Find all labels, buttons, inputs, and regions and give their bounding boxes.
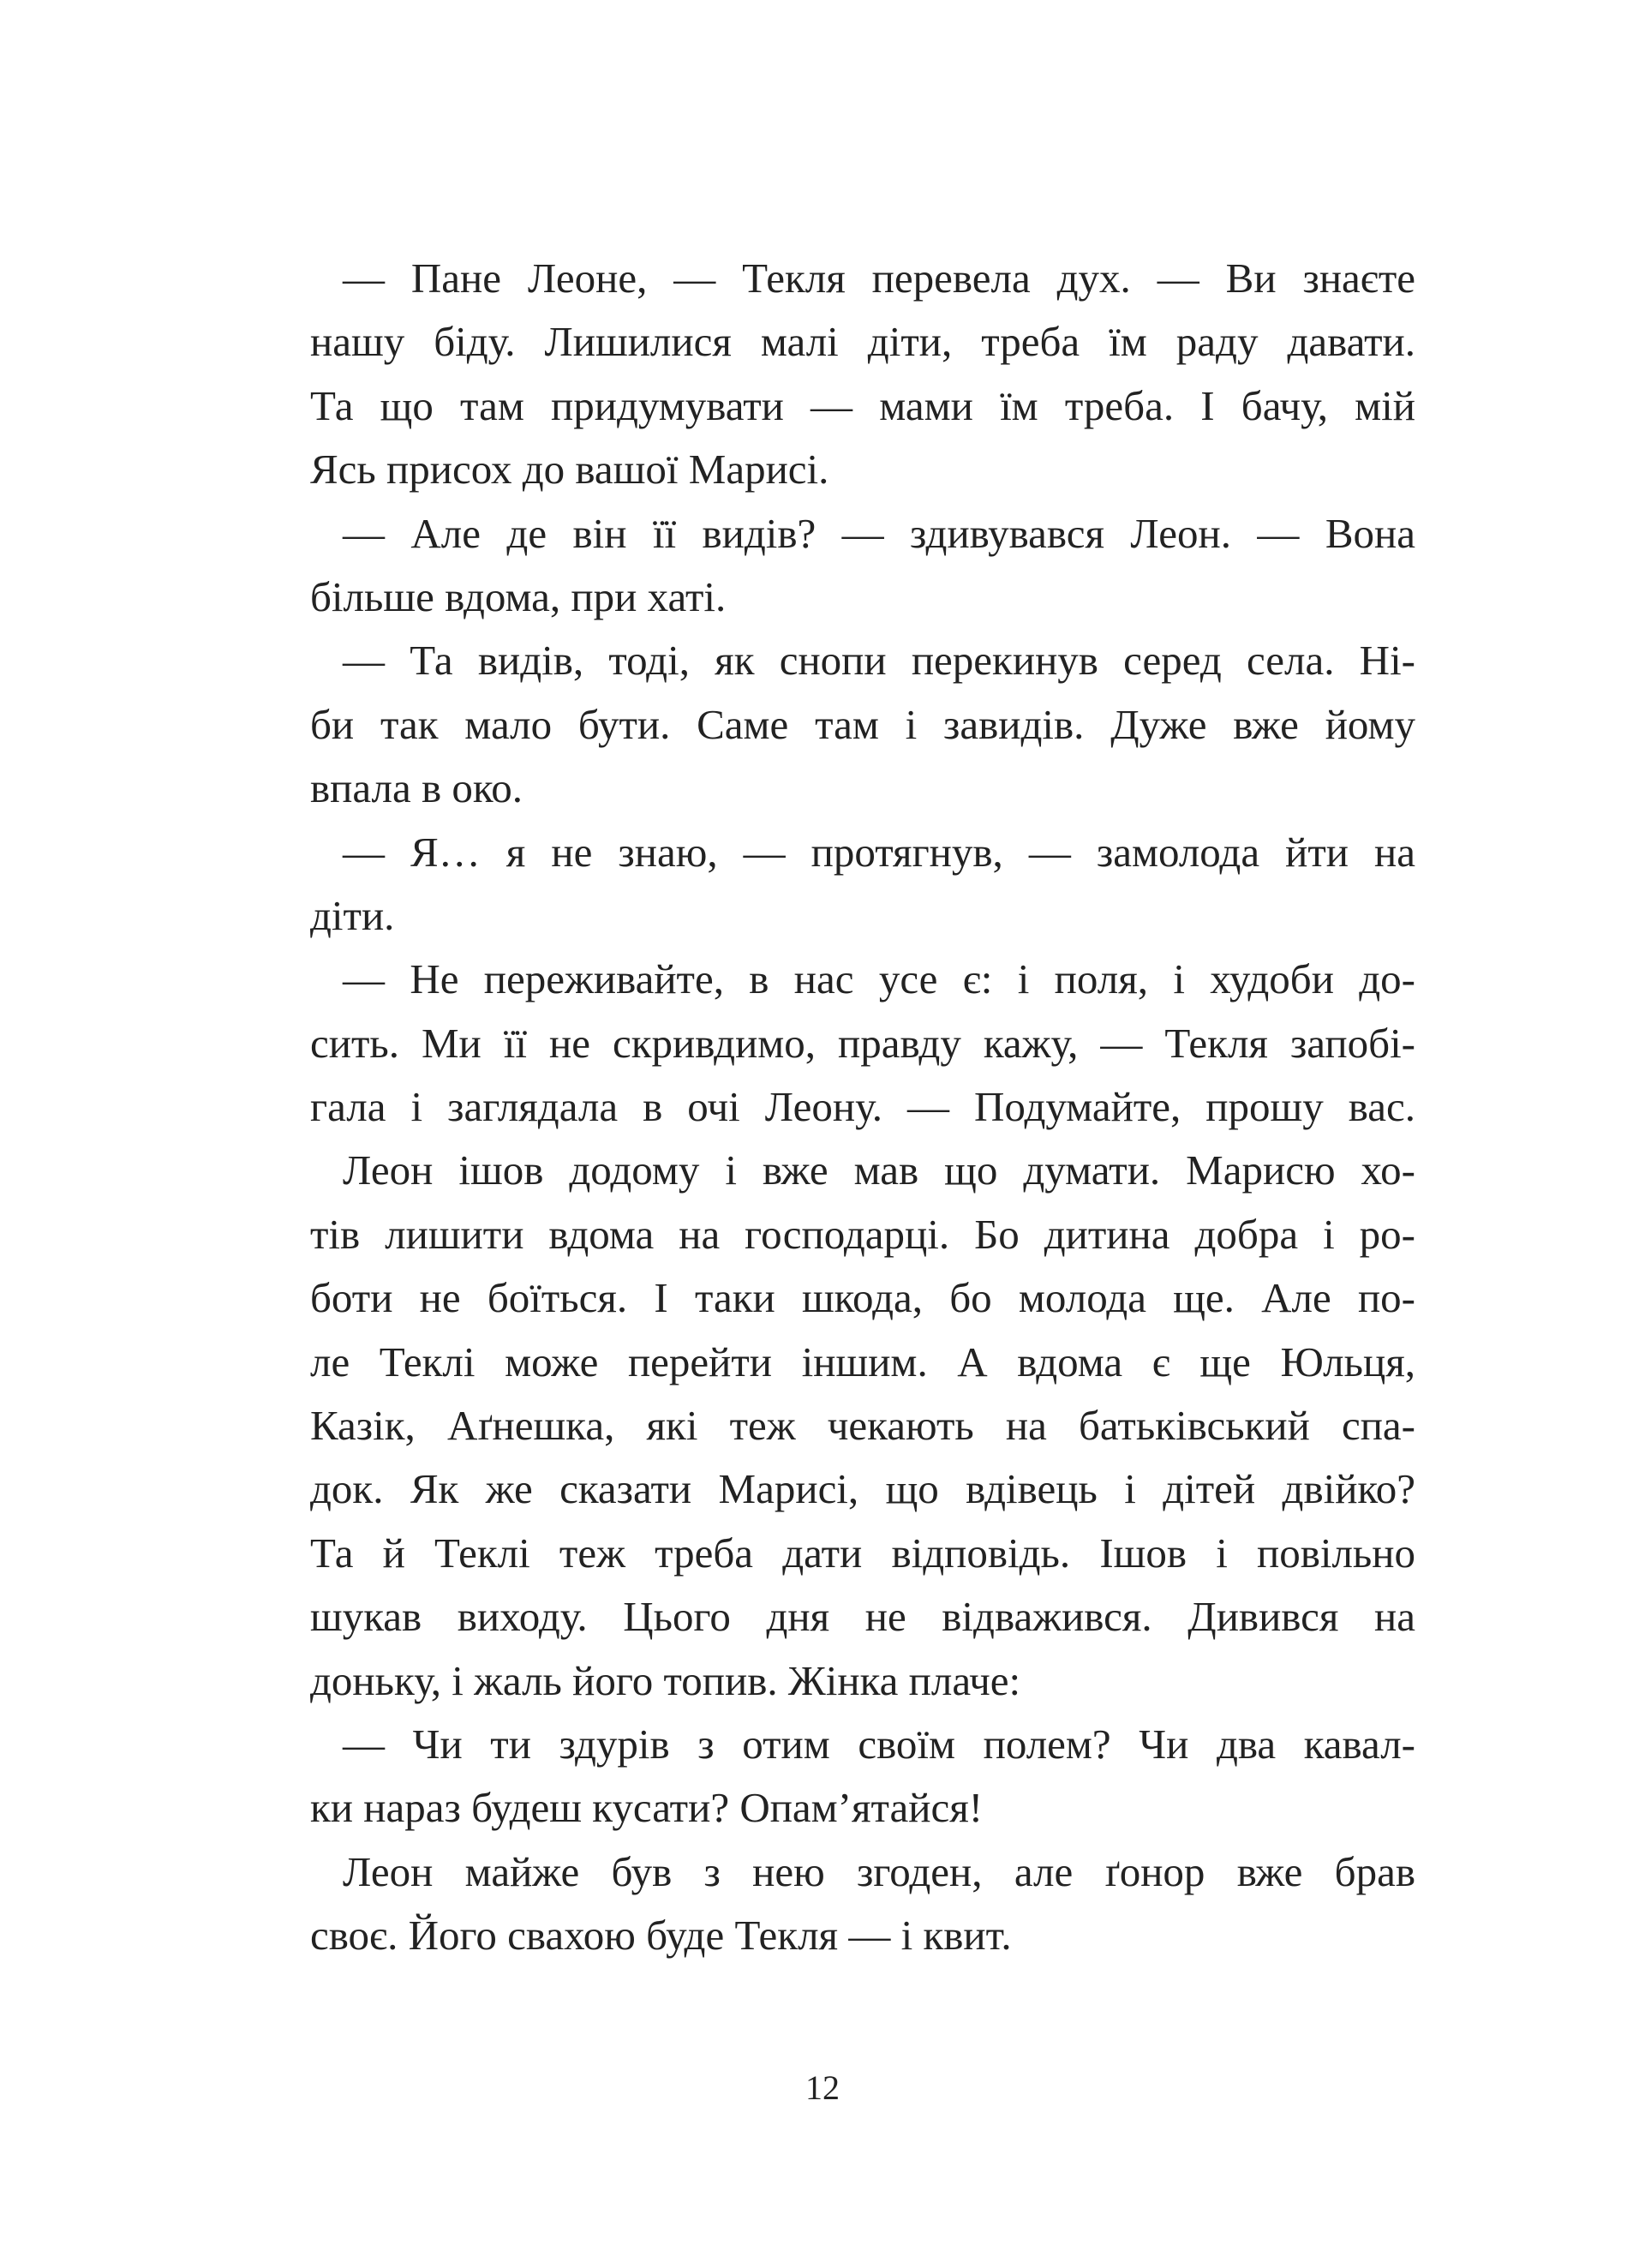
text-line: док. Як же сказати Марисі, що вдівець і дітей двійко? bbox=[310, 1465, 1415, 1513]
text-line: сить. Ми її не скривдимо, правду кажу, — Текля запобі- bbox=[310, 1019, 1415, 1067]
text-line: впала в око. bbox=[310, 764, 523, 812]
text-line: ле Теклі може перейти іншим. А вдома є ще Юльця, bbox=[310, 1337, 1415, 1385]
text-line: Та що там придумувати — мами їм треба. І бачу, мій bbox=[310, 381, 1415, 429]
text-line: — Та видів, тоді, як снопи перекинув серед села. Ні- bbox=[343, 637, 1415, 685]
text-line: Леон ішов додому і вже мав що думати. Марисю хо- bbox=[343, 1146, 1415, 1194]
text-line: — Не переживайте, в нас усе є: і поля, і худоби до- bbox=[343, 955, 1415, 1003]
text-line: тів лишити вдома на господарці. Бо дитина добра і ро- bbox=[310, 1210, 1415, 1258]
text-line: Та й Теклі теж треба дати відповідь. Ішов і повільно bbox=[310, 1529, 1415, 1577]
text-line: гала і заглядала в очі Леону. — Подумайте, прошу вас. bbox=[310, 1083, 1415, 1131]
body-text bbox=[310, 247, 1415, 1968]
text-line: Казік, Аґнешка, які теж чекають на батьківський спа- bbox=[310, 1402, 1415, 1450]
text-line: — Чи ти здурів з отим своїм полем? Чи два кавал- bbox=[343, 1720, 1415, 1768]
text-line: діти. bbox=[310, 891, 395, 939]
text-line: своє. Його свахою буде Текля — і квит. bbox=[310, 1912, 1012, 1960]
text-line: — Але де він її видів? — здивувався Леон. — Вона bbox=[343, 509, 1415, 557]
page-number: 12 bbox=[805, 2068, 840, 2107]
text-line: ки нараз будеш кусати? Опам’ятайся! bbox=[310, 1784, 984, 1832]
text-line: Ясь присох до вашої Марисі. bbox=[310, 446, 829, 494]
text-line: — Пане Леоне, — Текля перевела дух. — Ви знаєте bbox=[343, 254, 1415, 302]
text-line: нашу біду. Лишилися малі діти, треба їм раду давати. bbox=[310, 318, 1415, 366]
text-line: більше вдома, при хаті. bbox=[310, 572, 727, 620]
text-line: Леон майже був з нею згоден, але ґонор вже брав bbox=[343, 1847, 1415, 1895]
text-line: шукав виходу. Цього дня не відважився. Дивився на bbox=[310, 1593, 1415, 1641]
text-line: — Я… я не знаю, — протягнув, — замолода йти на bbox=[343, 828, 1415, 876]
text-line: би так мало бути. Саме там і завидів. Дуже вже йому bbox=[310, 700, 1415, 748]
text-line: доньку, і жаль його топив. Жінка плаче: bbox=[310, 1656, 1021, 1704]
text-line: боти не боїться. І таки шкода, бо молода ще. Але по- bbox=[310, 1274, 1415, 1322]
